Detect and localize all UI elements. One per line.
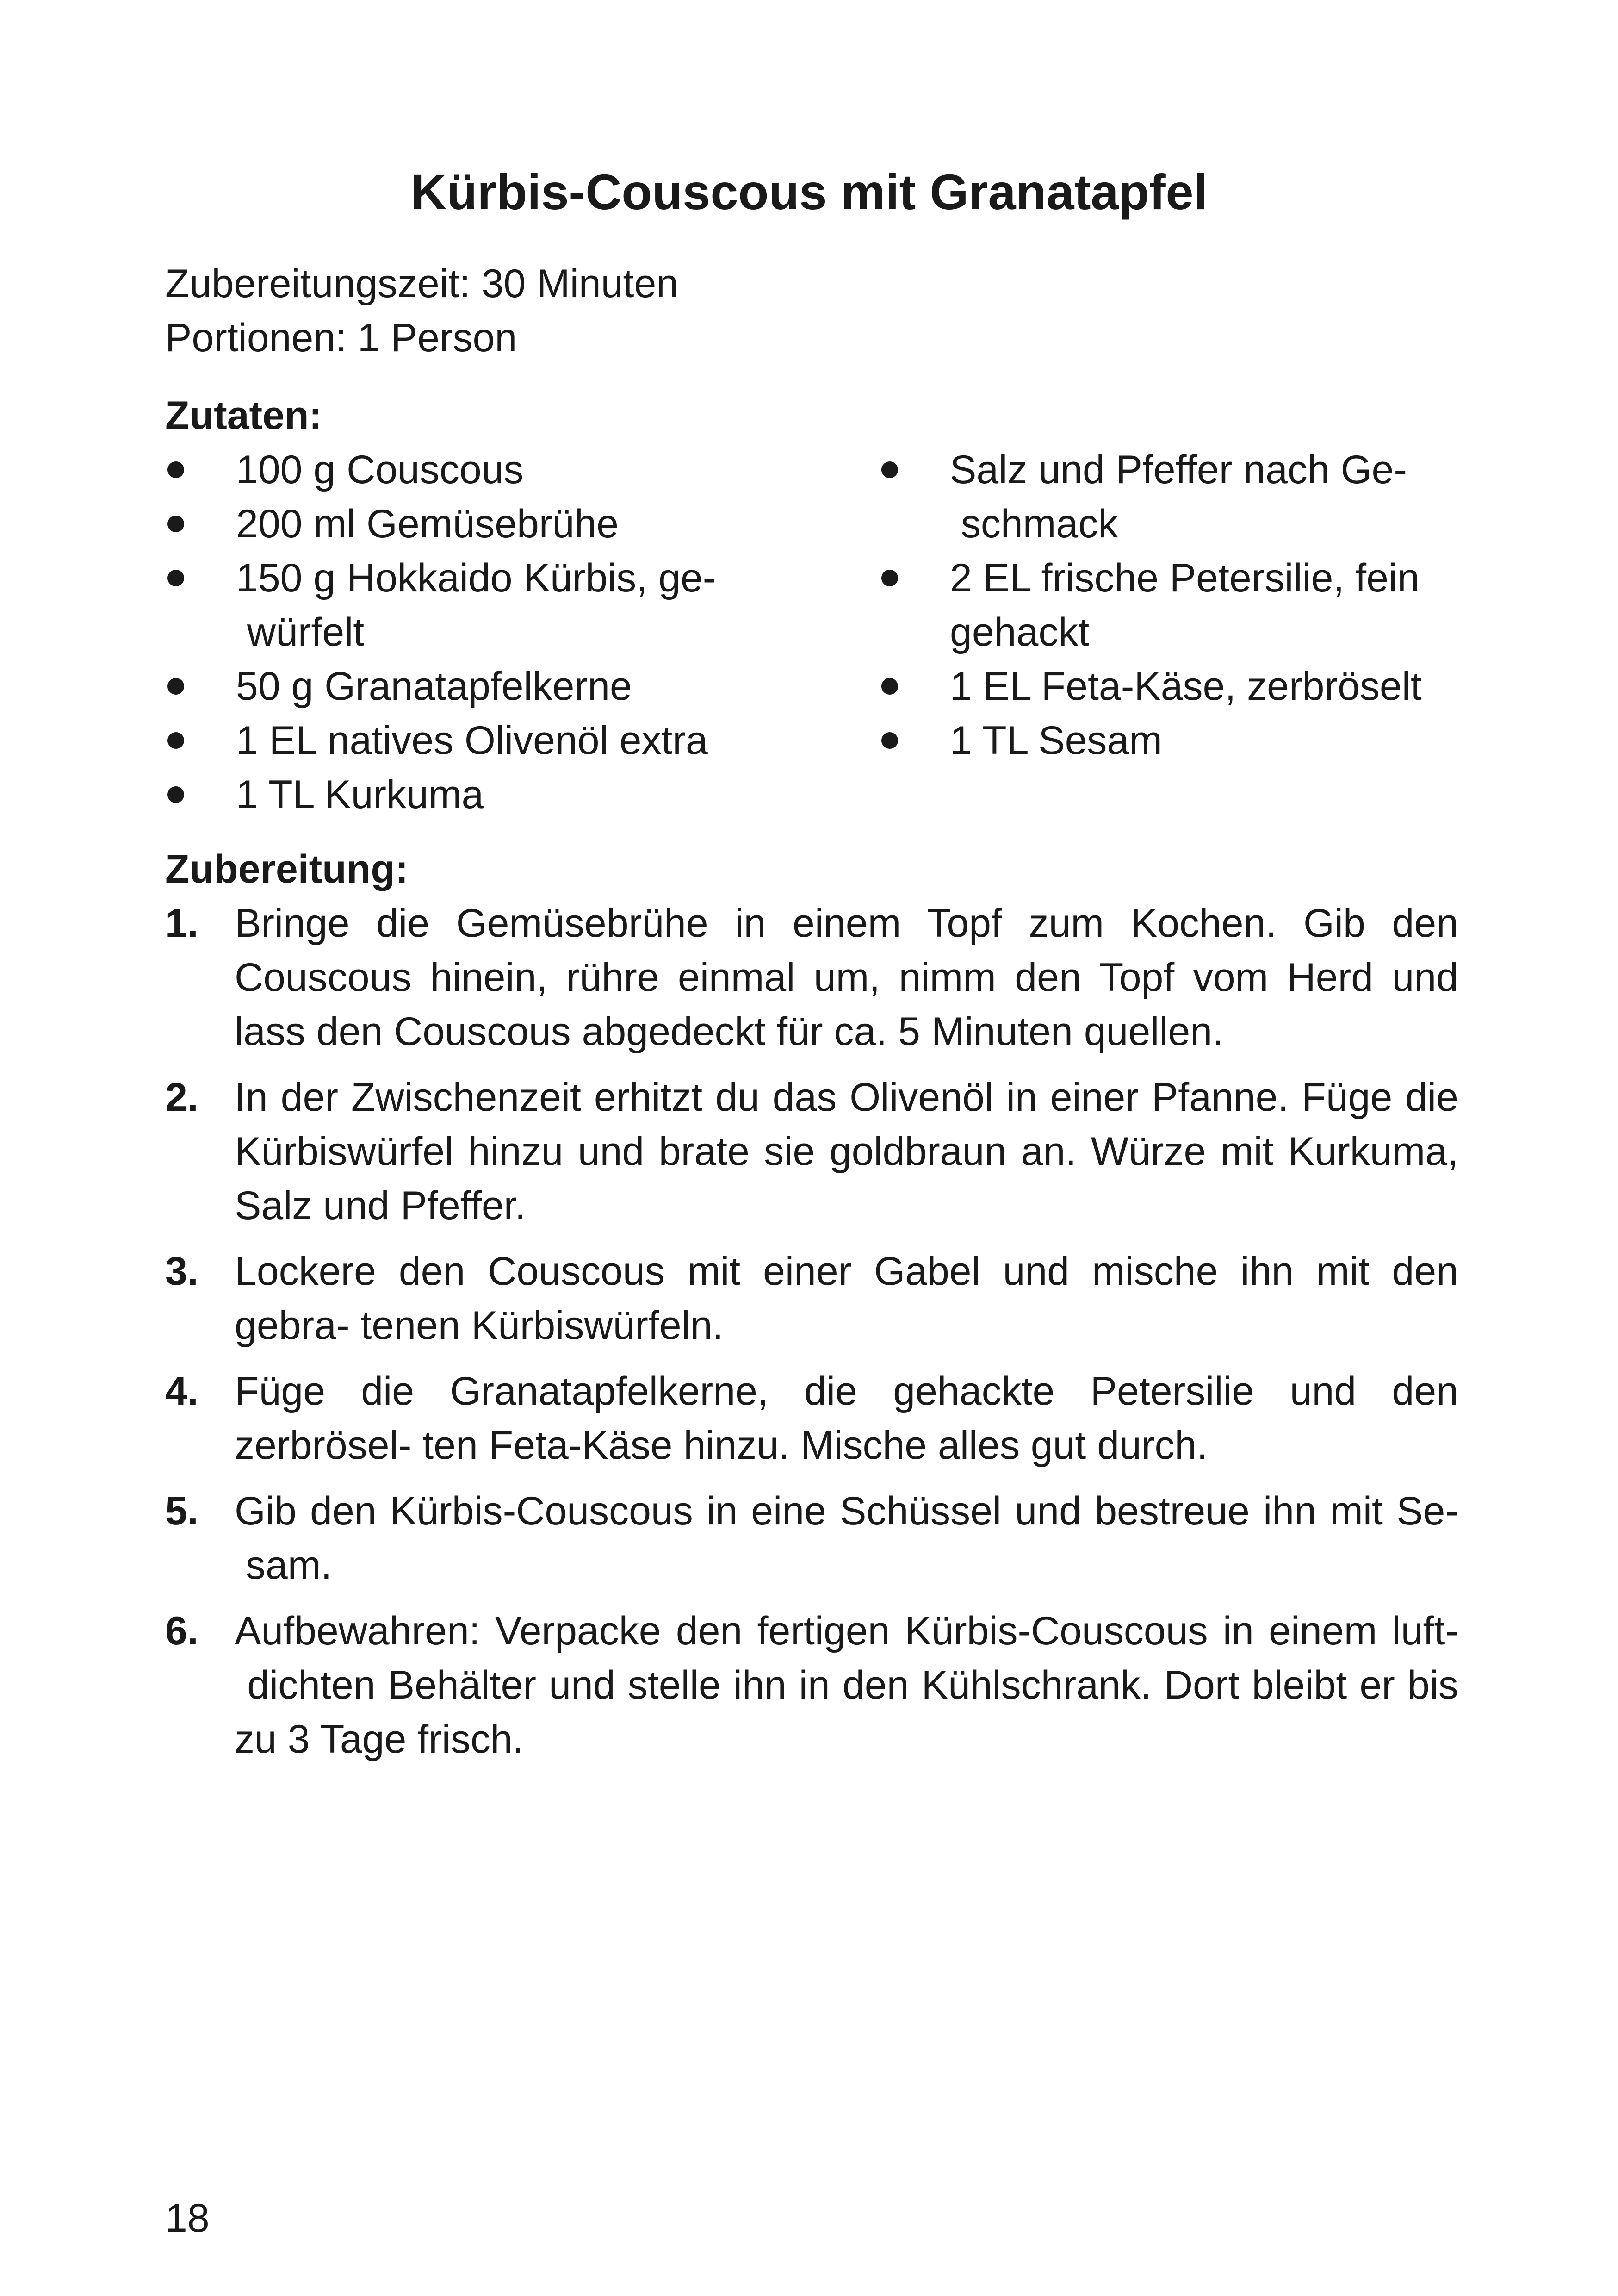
ingredient-text: 2 EL frische Petersilie, fein gehackt: [950, 556, 1420, 654]
step-item: [165, 896, 1458, 1059]
ingredient-text: 1 EL Feta-Käse, zerbröselt: [950, 664, 1422, 709]
step-number: 4.: [165, 1369, 198, 1413]
servings: Portionen: 1 Person: [165, 316, 517, 360]
bullet-icon: [881, 461, 898, 478]
ingredient-item: [881, 660, 1478, 714]
step-item: [165, 1244, 1458, 1353]
ingredient-item: [167, 551, 769, 660]
ingredient-text: Salz und Pfeffer nach Ge- schmack: [950, 448, 1407, 546]
prep-time: Zubereitungszeit: 30 Minuten: [165, 261, 679, 306]
ingredient-text: 200 ml Gemüsebrühe: [236, 502, 619, 546]
ingredient-item: [167, 768, 769, 822]
bullet-icon: [167, 678, 184, 695]
page-number: 18: [165, 2196, 210, 2240]
recipe-meta: [165, 257, 678, 365]
ingredient-item: [167, 497, 769, 551]
step-number: 6.: [165, 1609, 198, 1653]
bullet-icon: [881, 732, 898, 749]
ingredients-list-left: [167, 443, 769, 822]
ingredient-text: 150 g Hokkaido Kürbis, ge- würfelt: [236, 556, 716, 654]
ingredients-heading: Zutaten:: [165, 393, 322, 438]
ingredient-item: [167, 714, 769, 768]
step-item: [165, 1070, 1458, 1233]
step-text: Lockere den Couscous mit einer Gabel und mische ihn mit den gebra- tenen Kürbiswürfeln.: [235, 1249, 1458, 1348]
ingredient-item: [167, 660, 769, 714]
step-item: [165, 1364, 1458, 1473]
ingredient-item: [167, 443, 769, 497]
step-number: 3.: [165, 1249, 198, 1294]
ingredient-item: [881, 551, 1478, 660]
step-number: 2.: [165, 1075, 198, 1120]
ingredient-item: [881, 714, 1478, 768]
step-text: Gib den Kürbis-Couscous in eine Schüssel und bestreue ihn mit Se- sam.: [235, 1489, 1458, 1587]
bullet-icon: [167, 570, 184, 586]
recipe-title: Kürbis-Couscous mit Granatapfel: [410, 164, 1208, 220]
ingredient-text: 1 TL Kurkuma: [236, 772, 484, 817]
bullet-icon: [167, 732, 184, 749]
bullet-icon: [167, 786, 184, 803]
ingredients-list-right: [881, 443, 1478, 768]
bullet-icon: [881, 678, 898, 695]
step-number: 5.: [165, 1489, 198, 1533]
ingredient-item: [881, 443, 1478, 551]
step-item: [165, 1484, 1458, 1593]
preparation-steps: [165, 896, 1458, 1778]
step-item: [165, 1604, 1458, 1767]
bullet-icon: [881, 570, 898, 586]
step-text: Füge die Granatapfelkerne, die gehackte Petersilie und den zerbrösel- ten Feta-Käse hinzu. Mische alles gut durch.: [235, 1369, 1458, 1468]
bullet-icon: [167, 461, 184, 478]
step-text: Aufbewahren: Verpacke den fertigen Kürbis-Couscous in einem luft- dichten Behälter und stelle ihn in den Kühlschrank. Dort bleibt er bis zu 3 Tage frisch.: [235, 1609, 1458, 1761]
preparation-heading: Zubereitung:: [165, 847, 409, 891]
ingredient-text: 1 TL Sesam: [950, 718, 1162, 763]
ingredient-text: 100 g Couscous: [236, 448, 524, 492]
step-number: 1.: [165, 901, 198, 946]
ingredient-text: 50 g Granatapfelkerne: [236, 664, 632, 709]
bullet-icon: [167, 516, 184, 532]
step-text: In der Zwischenzeit erhitzt du das Olivenöl in einer Pfanne. Füge die Kürbiswürfel hinzu und brate sie goldbraun an. Würze mit Kurkuma, Salz und Pfeffer.: [235, 1075, 1458, 1228]
step-text: Bringe die Gemüsebrühe in einem Topf zum Kochen. Gib den Couscous hinein, rühre einmal um, nimm den Topf vom Herd und lass den Couscous abgedeckt für ca. 5 Minuten quellen.: [235, 901, 1458, 1054]
ingredient-text: 1 EL natives Olivenöl extra: [236, 718, 708, 763]
